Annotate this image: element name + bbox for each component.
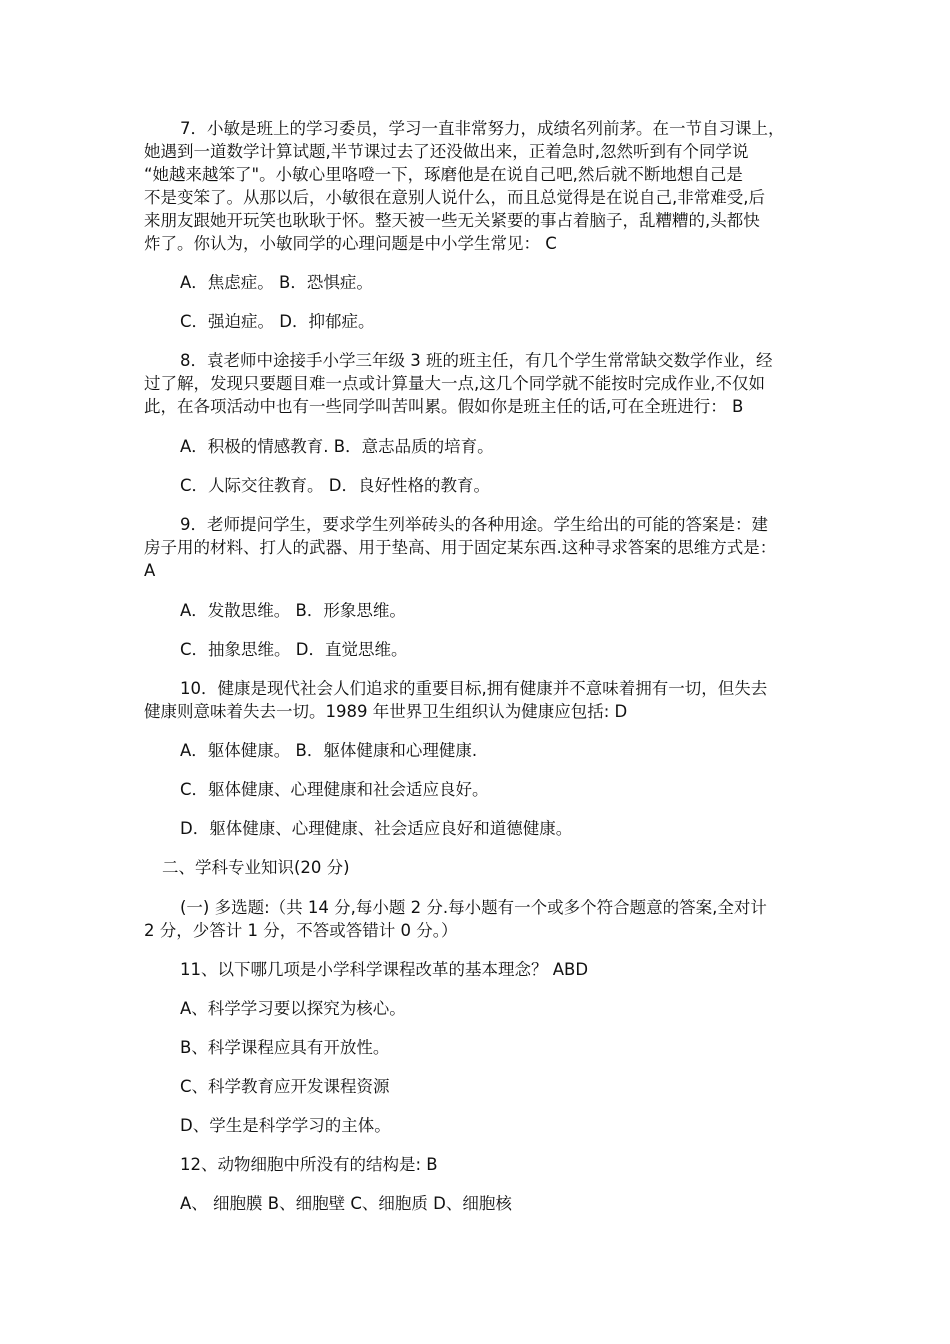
question-8-options-ab: A．积极的情感教育. B．意志品质的培育。 [180, 437, 494, 456]
text-line: 2 分，少答计 1 分，不答或答错计 0 分。） [144, 921, 458, 940]
text-line: (一) 多选题:（共 14 分,每小题 2 分.每小题有一个或多个符合题意的答案,全对计 [180, 898, 767, 917]
question-8-options-cd: C．人际交往教育。 D．良好性格的教育。 [180, 476, 490, 495]
question-7-stem [144, 117, 814, 255]
text-line: 炸了。你认为，小敏同学的心理问题是中小学生常见： C [144, 234, 557, 253]
question-11-option-a: A、科学学习要以探究为核心。 [180, 999, 406, 1018]
subsection-instructions [144, 896, 814, 942]
question-9-stem [144, 513, 814, 582]
question-11-option-d: D、学生是科学学习的主体。 [180, 1116, 391, 1135]
text-line: 9．老师提问学生，要求学生列举砖头的各种用途。学生给出的可能的答案是：建 [180, 515, 768, 534]
question-12-stem: 12、动物细胞中所没有的结构是: B [180, 1155, 438, 1174]
question-7-options-cd: C．强迫症。 D．抑郁症。 [180, 312, 375, 331]
question-10-option-c: C．躯体健康、心理健康和社会适应良好。 [180, 780, 489, 799]
text-line: “她越来越笨了"。小敏心里咯噔一下，琢磨他是在说自己吧,然后就不断地想自己是 [144, 165, 743, 184]
text-line: A [144, 561, 156, 580]
text-line: 8．袁老师中途接手小学三年级 3 班的班主任，有几个学生常常缺交数学作业，经 [180, 351, 773, 370]
text-line: 10．健康是现代社会人们追求的重要目标,拥有健康并不意味着拥有一切，但失去 [180, 679, 768, 698]
question-7-options-ab: A．焦虑症。 B．恐惧症。 [180, 273, 373, 292]
question-8-stem [144, 349, 814, 418]
question-12-options: A、 细胞膜 B、细胞壁 C、细胞质 D、细胞核 [180, 1194, 512, 1213]
question-9-options-cd: C．抽象思维。 D．直觉思维。 [180, 640, 408, 659]
text-line: 健康则意味着失去一切。1989 年世界卫生组织认为健康应包括: D [144, 702, 628, 721]
question-11-option-c: C、科学教育应开发课程资源 [180, 1077, 390, 1096]
text-line: 来朋友跟她开玩笑也耿耿于怀。整天被一些无关紧要的事占着脑子，乱糟糟的,头都快 [144, 211, 760, 230]
text-line: 7．小敏是班上的学习委员，学习一直非常努力，成绩名列前茅。在一节自习课上， [180, 119, 785, 138]
question-10-option-d: D．躯体健康、心理健康、社会适应良好和道德健康。 [180, 819, 573, 838]
question-9-options-ab: A．发散思维。 B．形象思维。 [180, 601, 406, 620]
question-10-stem [144, 677, 814, 723]
text-line: 过了解，发现只要题目难一点或计算量大一点,这几个同学就不能按时完成作业,不仅如 [144, 374, 765, 393]
section-heading: 二、学科专业知识(20 分) [162, 858, 350, 877]
question-11-stem: 11、以下哪几项是小学科学课程改革的基本理念？ ABD [180, 960, 589, 979]
question-10-option-ab: A．躯体健康。 B．躯体健康和心理健康. [180, 741, 478, 760]
text-line: 不是变笨了。从那以后，小敏很在意别人说什么，而且总觉得是在说自己,非常难受,后 [144, 188, 765, 207]
text-line: 房子用的材料、打人的武器、用于垫高、用于固定某东西.这种寻求答案的思维方式是： [144, 538, 777, 557]
text-line: 此，在各项活动中也有一些同学叫苦叫累。假如你是班主任的话,可在全班进行： B [144, 397, 744, 416]
question-11-option-b: B、科学课程应具有开放性。 [180, 1038, 390, 1057]
text-line: 她遇到一道数学计算试题,半节课过去了还没做出来，正着急时,忽然听到有个同学说 [144, 142, 749, 161]
